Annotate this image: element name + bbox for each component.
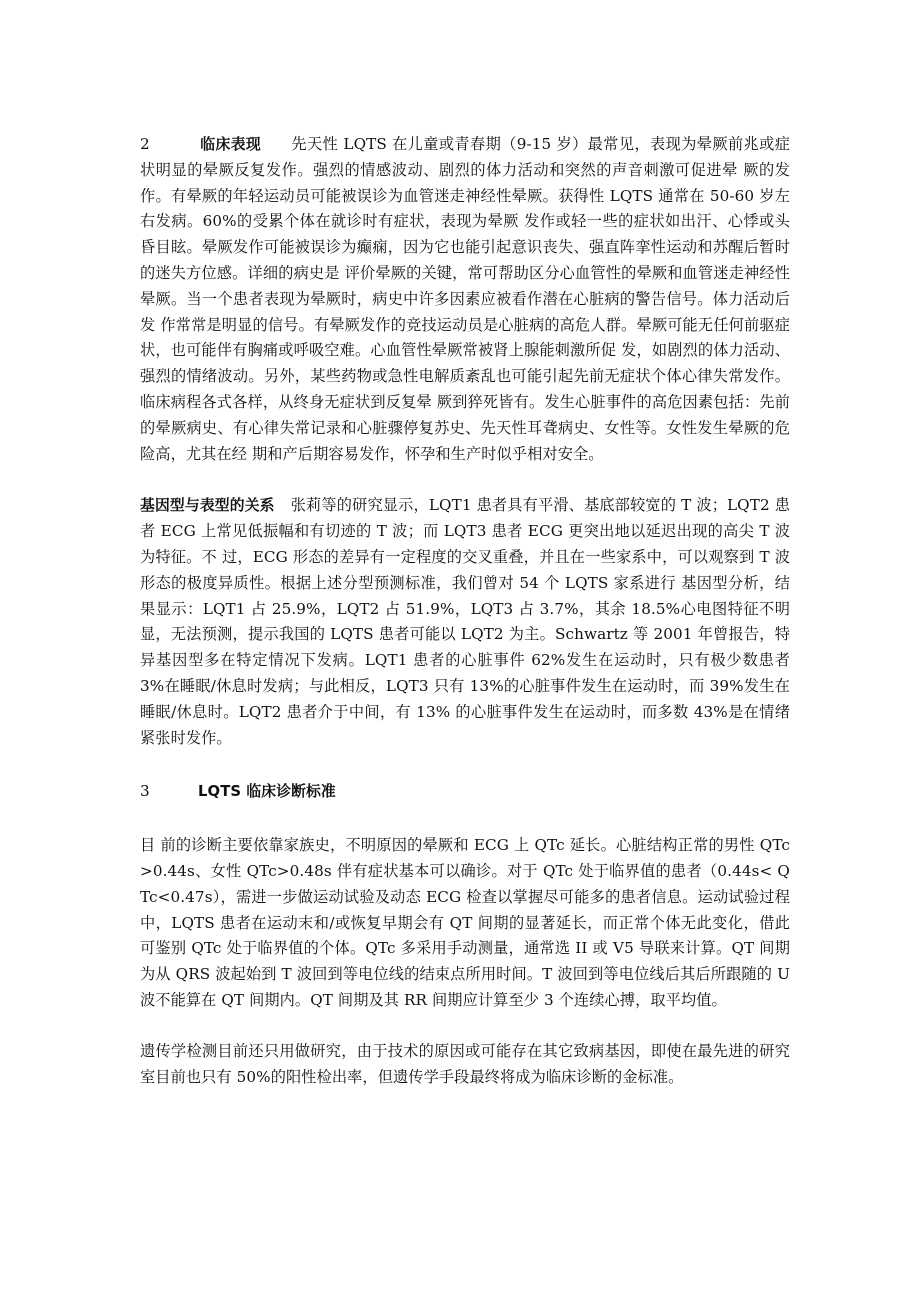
section-3-heading-line <box>140 779 790 805</box>
section-2-text: 先天性 LQTS 在儿童或青春期（9-15 岁）最常见，表现为晕厥前兆或症状明显的晕厥反复发作。强烈的情感波动、剧烈的体力活动和突然的声音刺激可促进晕 厥的发作。有晕厥的年轻运动员可能被误诊为血管迷走神经性晕厥。获得性 LQTS 通常在 50-60 岁左右发病。60%的受累个体在就诊时有症状，表现为晕厥 发作或轻一些的症状如出汗、心悸或头昏目眩。晕厥发作可能被误诊为癫痫，因为它也能引起意识丧失、强直阵挛性运动和苏醒后暂时的迷失方位感。详细的病史是 评价晕厥的关键，常可帮助区分心血管性的晕厥和血管迷走神经性晕厥。当一个患者表现为晕厥时，病史中许多因素应被看作潜在心脏病的警告信号。体力活动后发 作常常是明显的信号。有晕厥发作的竞技运动员是心脏病的高危人群。晕厥可能无任何前驱症状，也可能伴有胸痛或呼吸空难。心血管性晕厥常被肾上腺能刺激所促 发，如剧烈的体力活动、强烈的情绪波动。另外，某些药物或急性电解质紊乱也可能引起先前无症状个体心律失常发作。临床病程各式各样，从终身无症状到反复晕 厥到猝死皆有。发生心脏事件的高危因素包括：先前的晕厥病史、有心律失常记录和心脏骤停复苏史、先天性耳聋病史、女性等。女性发生晕厥的危险高，尤其在经 期和产后期容易发作，怀孕和生产时似乎相对安全。 <box>140 135 791 463</box>
section-2-number: 2 <box>140 135 150 153</box>
genotype-phenotype-paragraph <box>140 493 790 751</box>
genotype-phenotype-heading: 基因型与表型的关系 <box>140 497 275 515</box>
diagnosis-paragraph: 目 前的诊断主要依靠家族史，不明原因的晕厥和 ECG 上 QTc 延长。心脏结构正常的男性 QTc>0.44s、女性 QTc>0.48s 伴有症状基本可以确诊。对于 QTc 处于临界值的患者（0.44s< QTc<0.47s），需进一步做运动试验及动态 ECG 检查以掌握尽可能多的患者信息。运动试验过程中，LQTS 患者在运动末和/或恢复早期会有 QT 间期的显著延长，而正常个体无此变化，借此可鉴别 QTc 处于临界值的个体。QTc 多采用手动测量，通常选 II 或 V5 导联来计算。QT 间期为从 QRS 波起始到 T 波回到等电位线的结束点所用时间。T 波回到等电位线后其后所跟随的 U 波不能算在 QT 间期内。QT 间期及其 RR 间期应计算至少 3 个连续心搏，取平均值。 <box>140 836 790 1009</box>
section-3-number: 3 <box>140 782 150 801</box>
section-2-heading: 临床表现 <box>200 136 262 153</box>
document-page <box>140 132 790 1090</box>
section-3-heading: LQTS 临床诊断标准 <box>198 783 336 801</box>
genetic-testing-paragraph: 遗传学检测目前还只用做研究，由于技术的原因或可能存在其它致病基因，即使在最先进的研究室目前也只有 50%的阳性检出率，但遗传学手段最终将成为临床诊断的金标准。 <box>140 1041 790 1086</box>
genotype-phenotype-text: 张莉等的研究显示，LQT1 患者具有平滑、基底部较宽的 T 波；LQT2 患者 ECG 上常见低振幅和有切迹的 T 波；而 LQT3 患者 ECG 更突出地以延迟出现的高尖 T 波为特征。不 过，ECG 形态的差异有一定程度的交叉重叠，并且在一些家系中，可以观察到 T 波形态的极度异质性。根据上述分型预测标准，我们曾对 54 个 LQTS 家系进行 基因型分析，结果显示：LQT1 占 25.9%，LQT2 占 51.9%，LQT3 占 3.7%，其余 18.5%心电图特征不明显，无法预测，提示我国的 LQTS 患者可能以 LQT2 为主。Schwartz 等 2001 年曾报告，特异基因型多在特定情况下发病。LQT1 患者的心脏事件 62%发生在运动时，只有极少数患者 3%在睡眠/休息时发病；与此相反，LQT3 只有 13%的心脏事件发生在运动时，而 39%发生在睡眠/休息时。LQT2 患者介于中间，有 13% 的心脏事件发生在运动时，而多数 43%是在情绪紧张时发作。 <box>140 496 790 747</box>
section-2-paragraph <box>140 132 790 467</box>
